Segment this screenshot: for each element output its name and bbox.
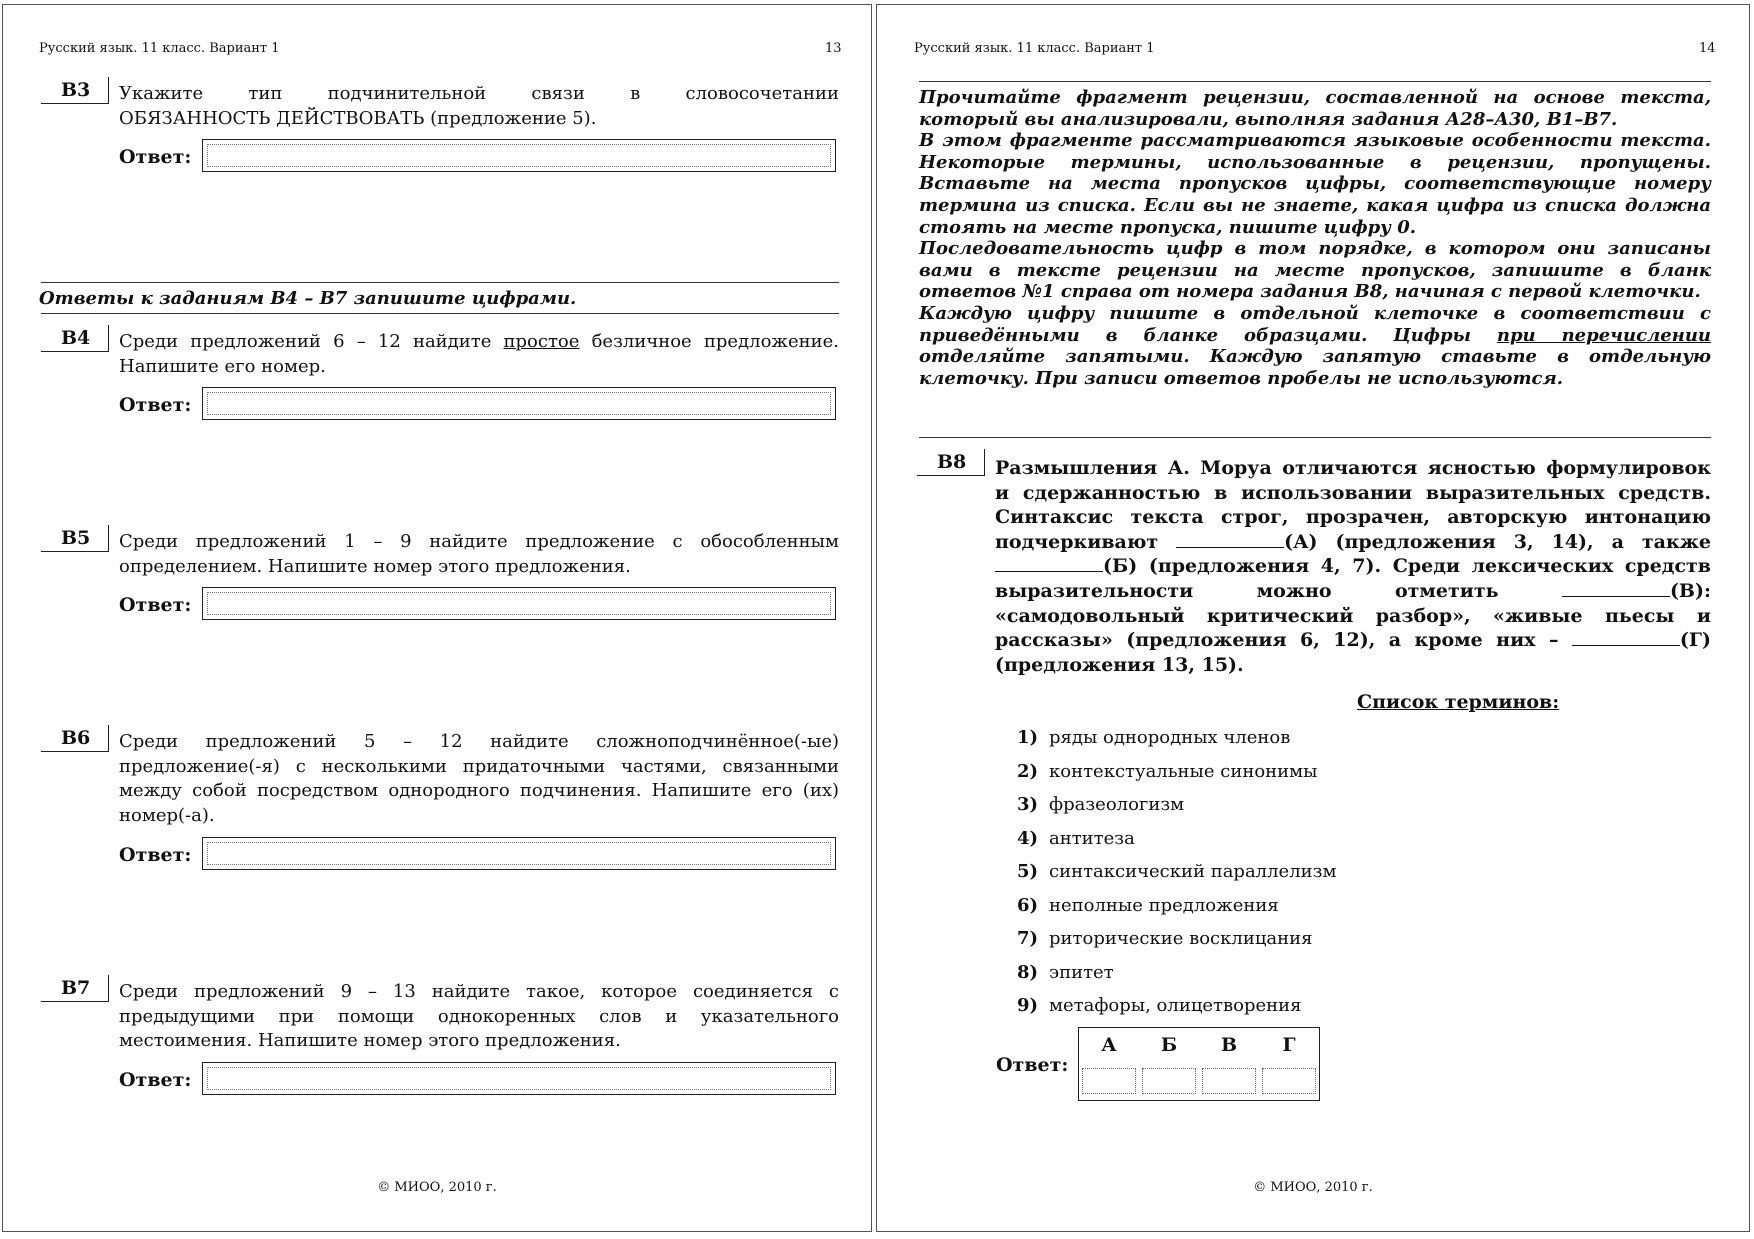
grid-header-g: Г bbox=[1282, 1034, 1296, 1056]
task-b3-text: Укажите тип подчинительной связи в словосочетании ОБЯЗАННОСТЬ ДЕЙСТВОВАТЬ (предложение 5). bbox=[119, 83, 839, 129]
answer-label: Ответ: bbox=[119, 146, 192, 168]
answer-box-b3[interactable] bbox=[202, 139, 836, 172]
task-tag-b8: В8 bbox=[917, 453, 985, 476]
blank-b bbox=[995, 557, 1103, 572]
grid-cell-b[interactable] bbox=[1142, 1068, 1196, 1094]
term-item: 1) ряды однородных членов bbox=[1017, 727, 1291, 748]
answer-box-b5[interactable] bbox=[202, 587, 836, 620]
page-header-title: Русский язык. 11 класс. Вариант 1 bbox=[914, 41, 1155, 56]
task-b5-text: Среди предложений 1 – 9 найдите предложение с обособленным определением. Напишите номер этого предложения. bbox=[119, 531, 839, 577]
answer-box-b6[interactable] bbox=[202, 837, 836, 870]
answer-box-b7[interactable] bbox=[202, 1062, 836, 1095]
term-item: 2) контекстуальные синонимы bbox=[1017, 761, 1318, 782]
page-number: 13 bbox=[825, 41, 842, 56]
term-item: 9) метафоры, олицетворения bbox=[1017, 995, 1302, 1016]
grid-cell-g[interactable] bbox=[1262, 1068, 1316, 1094]
task-b8-text: Размышления А. Моруа отличаются ясностью формулировок и сдержанностью в использовании выразительных средств. Синтаксис текста строг, прозрачен, авторскую интонацию подчеркивают (А) (предложения 3, 14), а также (Б) (предложения 4, 7). Среди лексических средств выразительности можно отметить (В): «самодовольный критический разбор», «живые пьесы и рассказы» (предложения 6, 12), а кроме них – (Г) (предложения 13, 15). bbox=[995, 457, 1711, 676]
terms-list-title: Список терминов: bbox=[1357, 691, 1560, 713]
grid-header-v: В bbox=[1220, 1034, 1238, 1056]
answer-label: Ответ: bbox=[119, 394, 192, 416]
grid-cell-v[interactable] bbox=[1202, 1068, 1256, 1094]
task-tag-b3: B3 bbox=[41, 81, 109, 104]
term-item: 4) антитеза bbox=[1017, 828, 1135, 849]
blank-c bbox=[1562, 582, 1670, 597]
task-b4-text: Среди предложений 6 – 12 найдите простое безличное предложение. Напишите его номер. bbox=[119, 331, 839, 377]
blank-a bbox=[1176, 533, 1284, 548]
page-footer: © МИОО, 2010 г. bbox=[1253, 1180, 1373, 1195]
term-item: 5) синтаксический параллелизм bbox=[1017, 861, 1337, 882]
grid-cell-a[interactable] bbox=[1082, 1068, 1136, 1094]
answer-label: Ответ: bbox=[119, 844, 192, 866]
task-b7-text: Среди предложений 9 – 13 найдите такое, которое соединяется с предыдущими при помощи однокоренных слов и указательного местоимения. Напишите номер этого предложения. bbox=[119, 981, 839, 1051]
answer-box-b4[interactable] bbox=[202, 387, 836, 420]
term-item: 8) эпитет bbox=[1017, 962, 1114, 983]
term-item: 3) фразеологизм bbox=[1017, 794, 1185, 815]
grid-header-b: Б bbox=[1160, 1034, 1178, 1056]
page-header-title: Русский язык. 11 класс. Вариант 1 bbox=[39, 41, 280, 56]
answer-label: Ответ: bbox=[996, 1054, 1069, 1076]
page-footer: © МИОО, 2010 г. bbox=[377, 1180, 497, 1195]
divider bbox=[41, 313, 839, 314]
review-instructions: Прочитайте фрагмент рецензии, составленной на основе текста, который вы анализировали, выполняя задания А28–А30, В1–В7. В этом фрагменте рассматриваются языковые особенности текста. Некоторые термины, использованные в рецензии, пропущены. Вставьте на места пропусков цифры, соответствующие номеру термина из списка. Если вы не знаете, какая цифра из списка должна стоять на месте пропуска, пишите цифру 0. Последовательность цифр в том порядке, в котором они записаны вами в тексте рецензии на месте пропусков, запишите в бланк ответов №1 справа от номера задания В8, начиная с первой клеточки. Каждую цифру пишите в отдельной клеточке в соответствии с приведёнными в бланке образцами. Цифры при перечислении отделяйте запятыми. Каждую запятую ставьте в отдельную клеточку. При записи ответов пробелы не используются. bbox=[919, 87, 1711, 389]
term-item: 7) риторические восклицания bbox=[1017, 928, 1313, 949]
task-tag-b7: B7 bbox=[41, 979, 109, 1002]
page-number: 14 bbox=[1699, 41, 1716, 56]
divider bbox=[919, 437, 1711, 438]
divider bbox=[919, 81, 1711, 82]
answer-label: Ответ: bbox=[119, 594, 192, 616]
underlined-word: простое bbox=[503, 331, 580, 352]
grid-header-a: А bbox=[1101, 1034, 1117, 1056]
task-tag-b4: B4 bbox=[41, 329, 109, 352]
answer-grid-b8 bbox=[1078, 1027, 1320, 1101]
blank-d bbox=[1572, 631, 1680, 646]
answer-label: Ответ: bbox=[119, 1069, 192, 1091]
task-tag-b6: B6 bbox=[41, 729, 109, 752]
page-left bbox=[2, 4, 872, 1232]
page-right bbox=[876, 4, 1750, 1232]
task-b6-text: Среди предложений 5 – 12 найдите сложноподчинённое(-ые) предложение(-я) с несколькими придаточными частями, связанными между собой посредством однородного подчинения. Напишите его (их) номер(-а). bbox=[119, 731, 839, 826]
task-tag-b5: B5 bbox=[41, 529, 109, 552]
instruction-b4-b7: Ответы к заданиям В4 – В7 запишите цифрами. bbox=[39, 288, 577, 309]
term-item: 6) неполные предложения bbox=[1017, 895, 1279, 916]
divider bbox=[41, 282, 839, 283]
